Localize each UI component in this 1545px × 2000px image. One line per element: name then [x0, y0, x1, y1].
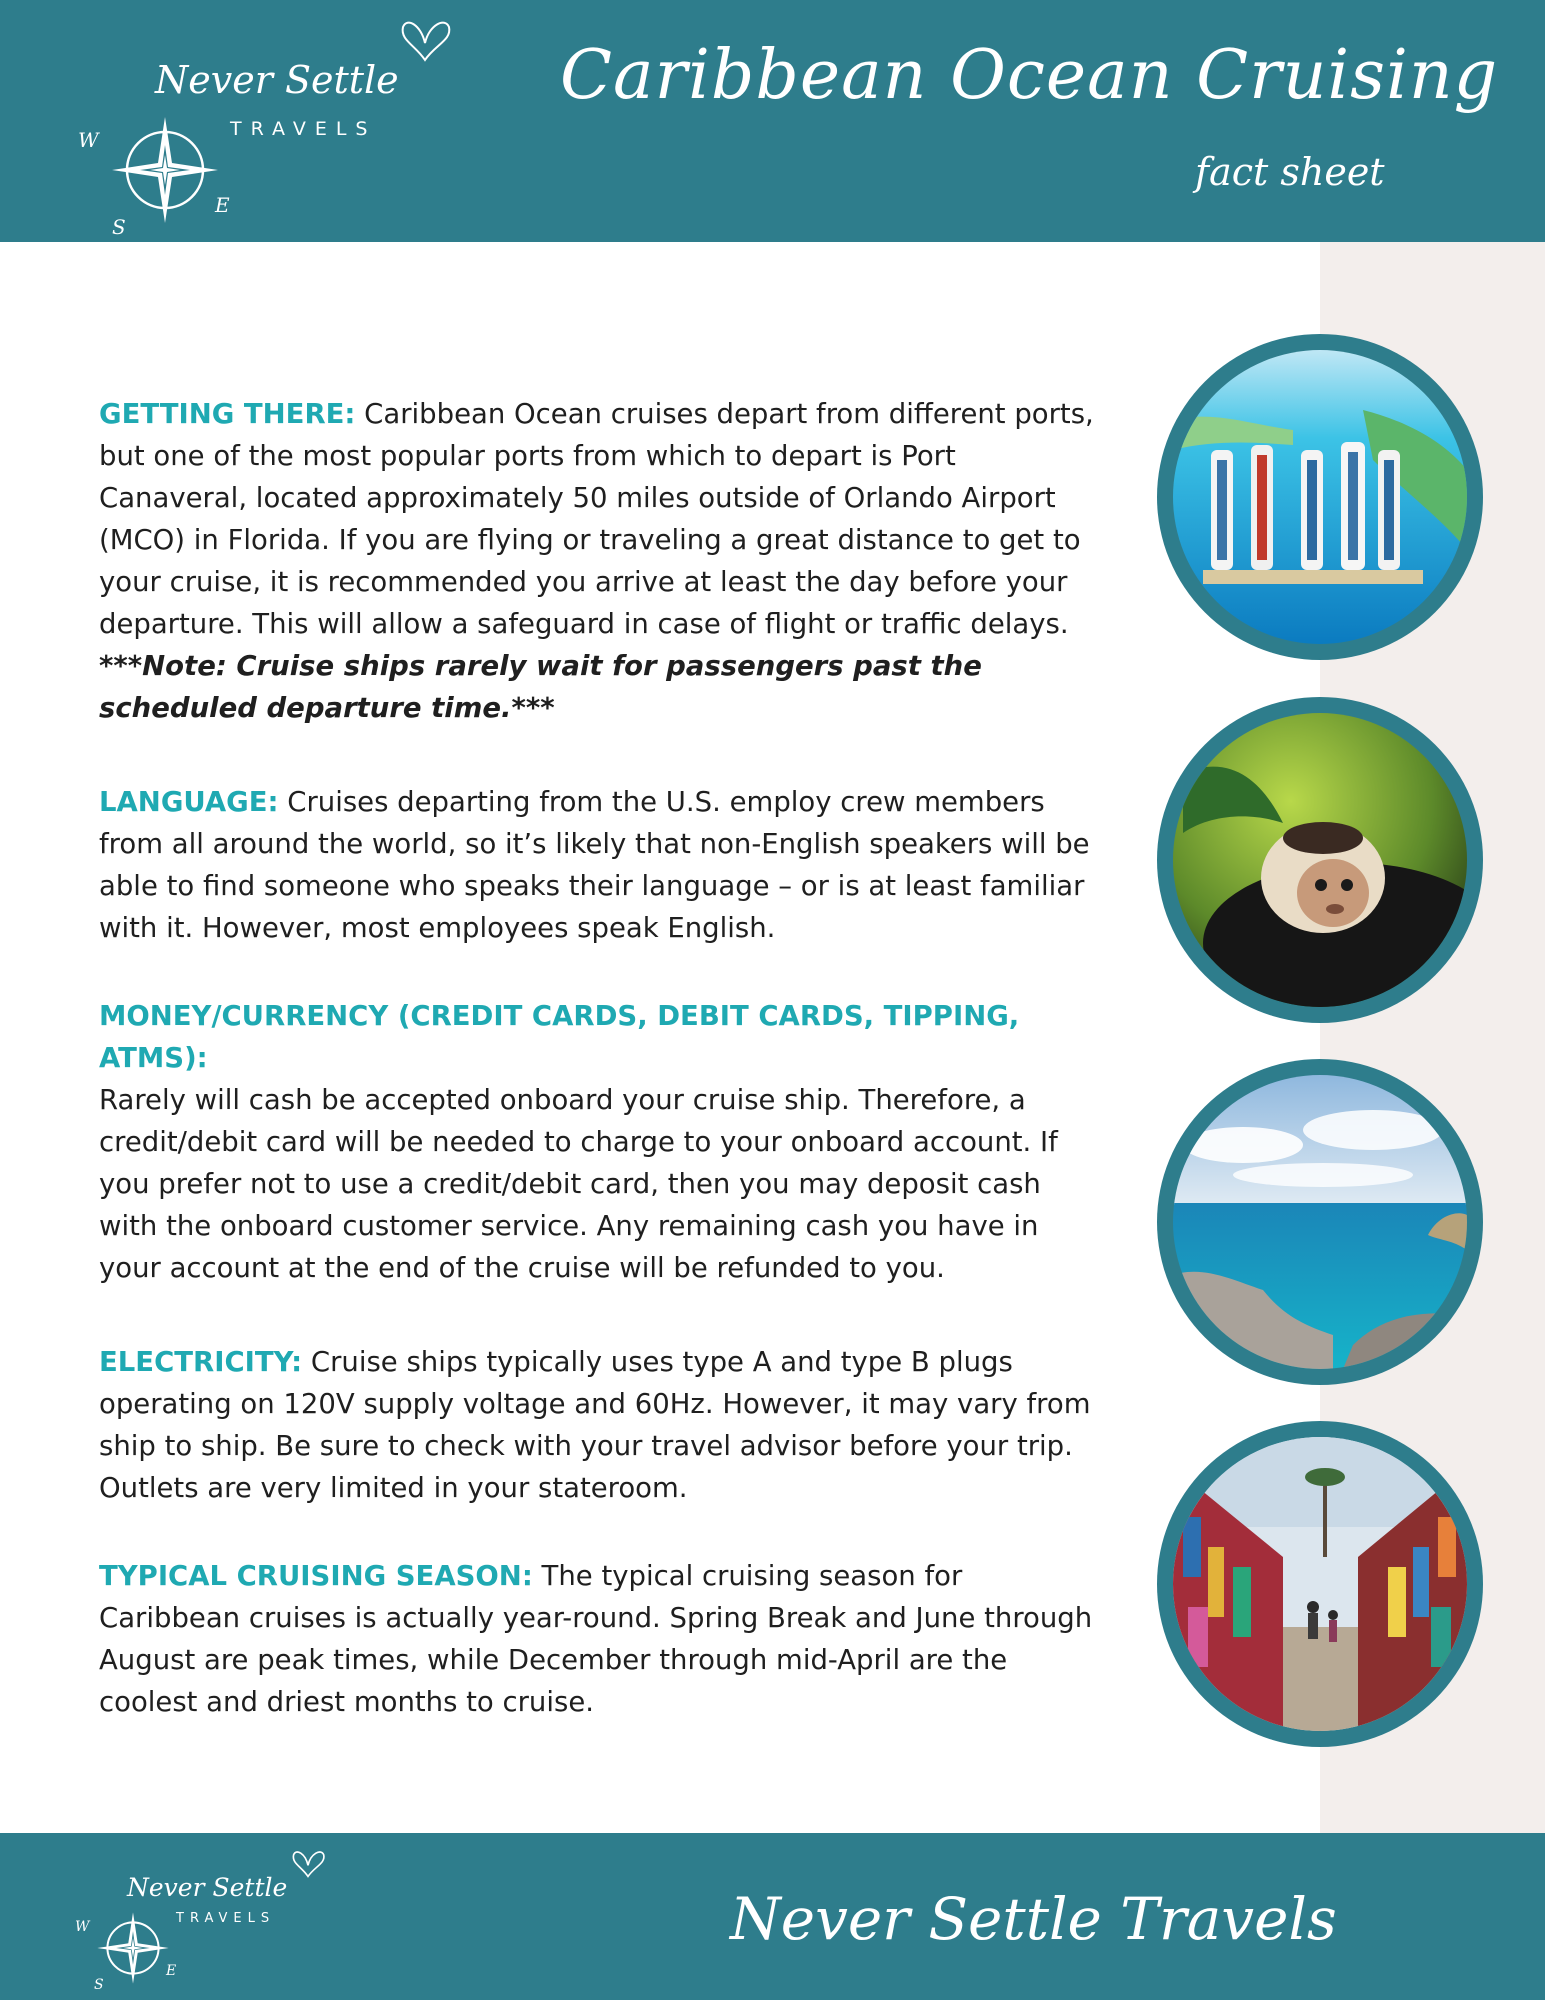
logo-travels-text: TRAVELS [230, 118, 377, 140]
photo-market [1157, 1421, 1483, 1747]
fact-sheet-content [99, 393, 1099, 1775]
page-title: Caribbean Ocean Cruising [560, 36, 1499, 115]
footer-logo [70, 1845, 330, 1995]
photo-monkey [1157, 697, 1483, 1023]
section-heading: GETTING THERE: [99, 398, 356, 430]
photo-beach [1157, 1059, 1483, 1385]
section-heading: TYPICAL CRUISING SEASON: [99, 1560, 533, 1592]
market-image [1173, 1437, 1467, 1731]
page-subtitle: fact sheet [1195, 150, 1385, 194]
section-getting-there [99, 393, 1099, 729]
butterfly-icon [288, 1847, 328, 1883]
section-body: Rarely will cash be accepted onboard your cruise ship. Therefore, a credit/debit card will be needed to charge to your onboard account. If you prefer not to use a credit/debit card, then you may deposit cash with the onboard customer service. Any remaining cash you have in your account at the end of the cruise will be refunded to you. [99, 1084, 1058, 1284]
compass-icon [110, 115, 220, 225]
logo-script-text: Never Settle [127, 1873, 288, 1902]
section-electricity [99, 1341, 1099, 1509]
section-body: Caribbean Ocean cruises depart from different ports, but one of the most popular ports from which to depart is Port Canaveral, located approximately 50 miles outside of Orlando Airport (MCO) in Florida. If you are flying or traveling a great distance to get to your cruise, it is recommended you arrive at least the day before your departure. This will allow a safeguard in case of flight or traffic delays. [99, 398, 1094, 640]
compass-letter-w: W [78, 128, 99, 152]
section-heading: LANGUAGE: [99, 786, 279, 818]
photo-cruise-port [1157, 334, 1483, 660]
cruise-port-image [1173, 350, 1467, 644]
section-body: Cruises departing from the U.S. employ crew members from all around the world, so it’s likely that non-English speakers will be able to find someone who speaks their language – or is at least familiar with it. However, most employees speak English. [99, 786, 1090, 944]
compass-letter-s: S [112, 215, 126, 239]
section-heading: MONEY/CURRENCY (CREDIT CARDS, DEBIT CARDS, TIPPING, ATMS): [99, 1000, 1020, 1074]
compass-letter-e: E [166, 1963, 177, 1979]
monkey-image [1173, 713, 1467, 1007]
compass-icon [96, 1911, 170, 1985]
butterfly-icon [395, 15, 455, 70]
section-cruising-season [99, 1555, 1099, 1723]
beach-image [1173, 1075, 1467, 1369]
section-note: ***Note: Cruise ships rarely wait for passengers past the scheduled departure time.*** [99, 650, 982, 724]
header-logo [70, 10, 460, 240]
footer-brand-text: Never Settle Travels [730, 1885, 1337, 1953]
compass-letter-e: E [215, 193, 230, 217]
logo-travels-text: TRAVELS [176, 1911, 276, 1926]
section-body: The typical cruising season for Caribbean cruises is actually year-round. Spring Break and June through August are peak times, while December through mid-April are the coolest and driest months to cruise. [99, 1560, 1093, 1718]
compass-letter-s: S [94, 1977, 104, 1993]
logo-script-text: Never Settle [155, 58, 399, 102]
section-language [99, 781, 1099, 949]
section-money [99, 995, 1099, 1289]
compass-letter-w: W [75, 1919, 90, 1935]
section-body: Cruise ships typically uses type A and type B plugs operating on 120V supply voltage and 60Hz. However, it may vary from ship to ship. Be sure to check with your travel advisor before your trip. Outlets are very limited in your stateroom. [99, 1346, 1091, 1504]
section-heading: ELECTRICITY: [99, 1346, 303, 1378]
